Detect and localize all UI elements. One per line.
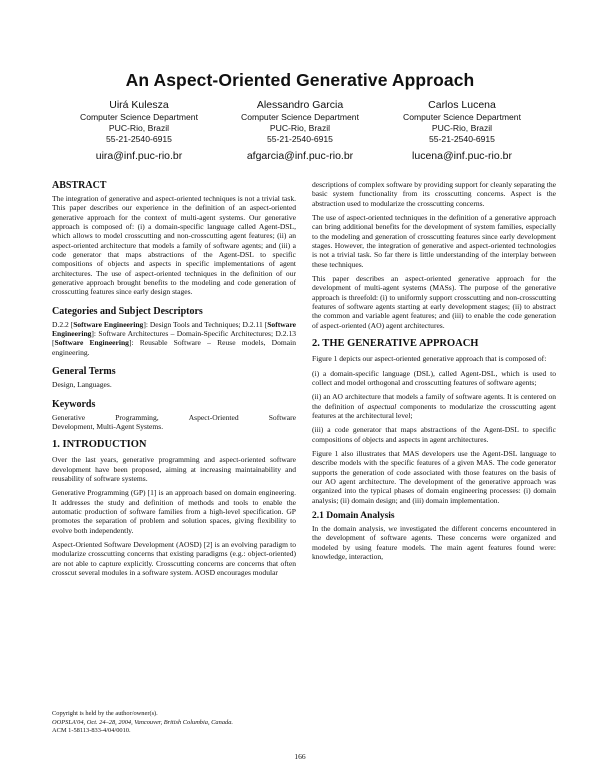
abstract-text: The integration of generative and aspect-oriented techniques is not a trivial task. This paper describes our experience in the definition of an aspect-oriented generative approach for the context of multi-agent systems. Our generative approach is composed of: (i) a domain-specific language called Agent-DSL, which allows to model crosscutting and non-crosscutting agent features; (ii) an aspect-oriented architecture that models a family of software agents; and (iii) a code generator that maps abstractions of the Agent-DSL to specific compositions of objects and aspects in specific implementations of agent architectures. The use of aspect-oriented techniques in the definition of our generative approach brought benefits to the modeling and code generation of crosscutting features since early design stages. [52, 194, 296, 297]
author-email[interactable]: lucena@inf.puc-rio.br [412, 150, 512, 162]
author-institution: PUC-Rio, Brazil [269, 123, 331, 133]
intro-paragraph-3: Aspect-Oriented Software Development (AOSD) [2] is an evolving paradigm to modularize crosscutting concerns that existing paradigms (e.g.: object-oriented) are not able to capture explicitly. Crosscutting concerns are concerns that often crosscut several modules in a software system. AOSD encourages modular [52, 539, 296, 577]
general-terms-text: Design, Languages. [52, 380, 112, 390]
generative-paragraph-2: Figure 1 also illustrates that MAS developers use the Agent-DSL language to describe models with the specific features of a given MAS. The code generator supports the generation of code associated with those features on the basis of our AO agent architecture. The development of the generative approach was organized into the typical phases of domain engineering processes: (i) domain analysis; (ii) domain design; and (iii) domain implementation. [312, 448, 556, 505]
author-dept: Computer Science Department [80, 112, 198, 122]
copyright-footnote: Copyright is held by the author/owner(s). OOPSLA'04, Oct. 24–28, 2004, Vancouver, British Columbia, Canada. ACM 1-58113-833-4/04/0010. [52, 710, 234, 735]
domain-analysis-paragraph: In the domain analysis, we investigated the different concerns encountered in the development of software agents. These concerns were organized and modeled by using feature models. The main agent features found were: knowledge, interaction, [312, 523, 556, 561]
abstract-heading: ABSTRACT [52, 180, 107, 191]
author-dept: Computer Science Department [403, 112, 521, 122]
author-block-1 [59, 99, 219, 163]
author-name: Alessandro Garcia [256, 99, 344, 111]
generative-approach-heading: 2. THE GENERATIVE APPROACH [312, 338, 479, 350]
intro-paragraph-2: Generative Programming (GP) [1] is an approach based on domain engineering. It addresses the study and definition of methods and tools to enable the automatic production of software families from a high-level specification. GP promotes the separation of problem and solution spaces, giving flexibility to evolve both independently. [52, 488, 296, 535]
categories-text: D.2.2 [Software Engineering]: Design Tools and Techniques; D.2.11 [Software Engineering]: Software Architectures – Domain-Specific Architectures; D.2.13 [Software Engineering]: Reusable Software – Reuse models, Domain engineering. [52, 319, 297, 357]
intro-paragraph-1: Over the last years, generative programming and aspect-oriented software development have been proposed, aiming at increasing maintainability and reusability of software systems. [52, 455, 296, 483]
intro-paragraph-4: The use of aspect-oriented techniques in the definition of a generative approach can bring additional benefits for the development of system families, especially to the modeling and generation of crosscutting features since early development stages. However, the integration of generative and aspect-oriented technologies is not a trivial task. So far there is little understanding of the interplay between these techniques. [312, 213, 556, 269]
generative-item-2: (ii) an AO architecture that models a family of software agents. It is centered on the definition of aspectual components to modularize the crosscutting agent features at the architectural level; [312, 392, 556, 420]
right-column [312, 180, 556, 566]
domain-analysis-heading: 2.1 Domain Analysis [312, 510, 395, 521]
keywords-heading: Keywords [52, 398, 96, 410]
author-institution: PUC-Rio, Brazil [108, 123, 170, 133]
general-terms-heading: General Terms [52, 366, 116, 378]
intro-continued: descriptions of complex software by providing support for cleanly separating the basic system functionality from its crosscutting concerns. Aspect is the abstraction used to modularize the crosscutting concerns. [312, 180, 556, 208]
author-dept: Computer Science Department [241, 112, 359, 122]
generative-item-3: (iii) a code generator that maps abstractions of the Agent-DSL to specific compositions of objects and aspects in agent architectures. [312, 425, 556, 444]
introduction-heading: 1. INTRODUCTION [52, 439, 147, 451]
generative-paragraph-1: Figure 1 depicts our aspect-oriented generative approach that is composed of: [312, 354, 547, 364]
left-column [52, 180, 296, 582]
author-email[interactable]: afgarcia@inf.puc-rio.br [246, 150, 354, 162]
author-block-3 [382, 99, 542, 163]
author-name: Carlos Lucena [428, 99, 496, 111]
keywords-line: Generative Programming, Aspect-Oriented Software [52, 412, 296, 422]
paper-title: An Aspect-Oriented Generative Approach [125, 70, 475, 90]
author-block-2 [220, 99, 380, 163]
author-email[interactable]: uira@inf.puc-rio.br [95, 150, 183, 162]
keywords-text: Development, Multi-Agent Systems. [52, 421, 164, 431]
intro-paragraph-5: This paper describes an aspect-oriented generative approach for the development of multi-agent systems (MASs). The purpose of the generative approach is threefold: (i) to uniformly support crosscutting and non-crosscutting features of software agents starting at early development stages; (ii) to abstract the common and variable agent features; and (iii) to enable the code generation of aspect-oriented (AO) agent architectures. [312, 274, 556, 330]
author-phone: 55-21-2540-6915 [429, 134, 495, 144]
categories-heading: Categories and Subject Descriptors [52, 305, 203, 317]
page-number: 166 [294, 752, 306, 761]
author-phone: 55-21-2540-6915 [267, 134, 333, 144]
author-phone: 55-21-2540-6915 [106, 134, 172, 144]
generative-item-1: (i) a domain-specific language (DSL), called Agent-DSL, which is used to collect and model orthogonal and crosscutting features of software agents; [312, 368, 556, 387]
author-institution: PUC-Rio, Brazil [431, 123, 493, 133]
author-name: Uirá Kulesza [109, 99, 169, 111]
